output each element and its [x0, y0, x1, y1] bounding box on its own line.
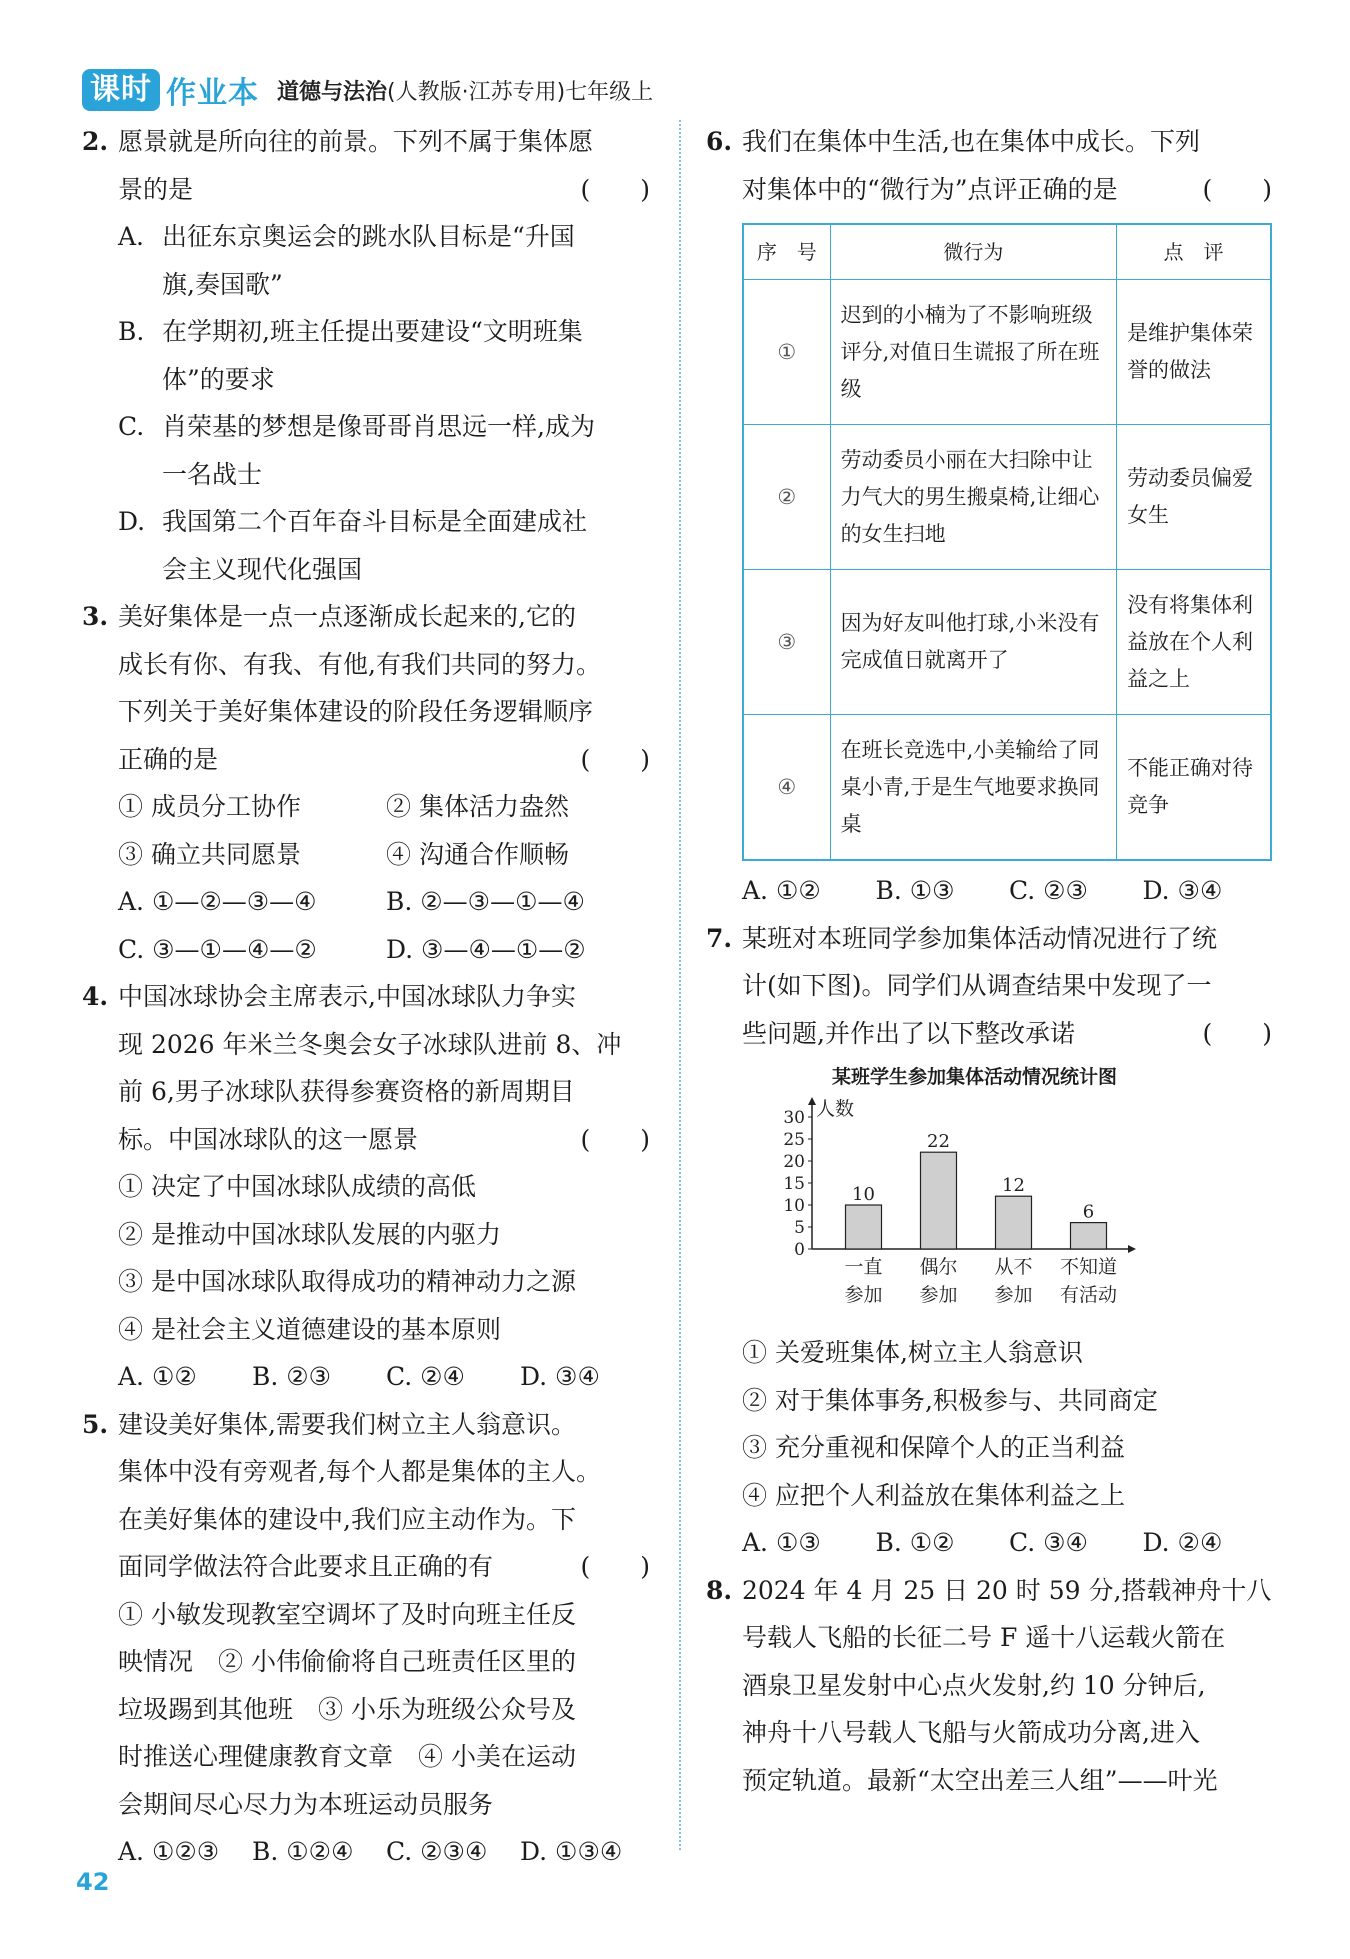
question-4: [82, 973, 654, 1401]
option-c: C. ③④: [1009, 1528, 1088, 1557]
item-4: ④ 沟通合作顺畅: [386, 839, 569, 869]
row-review: 是维护集体荣誉的做法: [1117, 280, 1271, 425]
scenario-line: 映情况 ② 小伟偷偷将自己班责任区里的: [118, 1647, 576, 1676]
item-3: ③ 是中国冰球队取得成功的精神动力之源: [118, 1267, 576, 1296]
option-b: B. ①②: [875, 1528, 955, 1557]
option-c-cont: 一名战士: [162, 459, 263, 489]
option-c: C. ②③④: [386, 1837, 488, 1866]
option-a-cont: 旗,奏国歌”: [162, 269, 283, 299]
option-d: 我国第二个百年奋斗目标是全面建成社: [162, 507, 588, 536]
option-c: C. ②④: [386, 1362, 465, 1391]
x-tick-label: 一直: [844, 1256, 883, 1278]
micro-behavior-table: [742, 223, 1272, 861]
option-b: B. ②③: [252, 1362, 332, 1391]
option-d: D. ①③④: [520, 1837, 623, 1866]
bar: [996, 1196, 1032, 1249]
x-tick-label: 参加: [919, 1284, 958, 1306]
row-review: 没有将集体利益放在个人利益之上: [1117, 570, 1271, 715]
scenario-line: ① 小敏发现教室空调坏了及时向班主任反: [118, 1599, 576, 1629]
question-stem: 对集体中的“微行为”点评正确的是: [742, 174, 1118, 204]
header-review: 点 评: [1117, 224, 1271, 280]
y-tick-label: 0: [794, 1240, 805, 1260]
page-header: [82, 68, 653, 112]
column-divider: [679, 120, 681, 1850]
option-d: D. ②④: [1142, 1528, 1223, 1557]
table-row: [743, 715, 1271, 861]
question-stem: 2024 年 4 月 25 日 20 时 59 分,搭载神舟十八: [742, 1575, 1272, 1605]
x-axis-arrow: [1128, 1245, 1136, 1253]
option-b: 在学期初,班主任提出要建设“文明班集: [162, 317, 583, 346]
activity-chart: [706, 1063, 1276, 1325]
row-no: ②: [743, 425, 830, 570]
item-1: ① 成员分工协作: [118, 792, 301, 821]
question-number: 7.: [706, 923, 733, 953]
question-3: [82, 593, 654, 973]
question-stem: 我们在集体中生活,也在集体中成长。下列: [742, 127, 1200, 156]
bar-value-label: 22: [927, 1131, 950, 1153]
question-number: 2.: [82, 127, 109, 156]
option-d: D. ③④: [1142, 876, 1223, 905]
scenario-line: 会期间尽心尽力为本班运动员服务: [118, 1789, 494, 1819]
table-header-row: [743, 224, 1271, 280]
answer-blank[interactable]: ( ): [1202, 1018, 1272, 1048]
question-stem: 中国冰球协会主席表示,中国冰球队力争实: [118, 982, 576, 1011]
option-c: C. ③—①—④—②: [118, 934, 317, 964]
y-axis-label: 人数: [816, 1098, 855, 1120]
row-behavior: 因为好友叫他打球,小米没有完成值日就离开了: [830, 570, 1116, 715]
item-4: ④ 是社会主义道德建设的基本原则: [118, 1314, 501, 1344]
answer-blank[interactable]: ( ): [580, 1552, 650, 1581]
y-axis-arrow: [808, 1097, 816, 1105]
y-tick-label: 30: [783, 1108, 805, 1128]
row-behavior: 劳动委员小丽在大扫除中让力气大的男生搬桌椅,让细心的女生扫地: [830, 425, 1116, 570]
item-4: ④ 应把个人利益放在集体利益之上: [742, 1480, 1125, 1510]
question-stem: 预定轨道。最新“太空出差三人组”——叶光: [742, 1765, 1218, 1795]
bar: [1071, 1223, 1107, 1249]
question-stem: 景的是: [118, 174, 194, 204]
option-a: 出征东京奥运会的跳水队目标是“升国: [162, 222, 575, 251]
logo-badge: 课时: [82, 69, 160, 111]
y-tick-label: 25: [783, 1130, 805, 1150]
bar-value-label: 6: [1082, 1201, 1095, 1223]
question-stem: 号载人飞船的长征二号 F 遥十八运载火箭在: [742, 1623, 1226, 1652]
question-6: [706, 118, 1276, 213]
question-number: 4.: [82, 982, 109, 1011]
question-stem: 下列关于美好集体建设的阶段任务逻辑顺序: [118, 697, 594, 726]
x-tick-label: 从不: [994, 1256, 1033, 1278]
option-c: C. ②③: [1009, 876, 1088, 905]
item-3: ③ 充分重视和保障个人的正当利益: [742, 1433, 1125, 1462]
question-stem: 集体中没有旁观者,每个人都是集体的主人。: [118, 1457, 601, 1486]
chart-title: 某班学生参加集体活动情况统计图: [832, 1066, 1118, 1088]
answer-blank[interactable]: ( ): [1202, 174, 1272, 204]
y-tick-label: 20: [783, 1152, 805, 1172]
bar-value-label: 12: [1002, 1175, 1025, 1197]
edition-label: (人教版·江苏专用)七年级上: [387, 79, 654, 105]
y-tick-label: 5: [794, 1218, 805, 1238]
y-tick-label: 10: [783, 1196, 805, 1216]
item-2: ② 集体活力盎然: [386, 792, 569, 821]
question-7: [706, 915, 1276, 1058]
x-tick-label: 偶尔: [919, 1256, 958, 1278]
option-a: A. ①②: [118, 1362, 197, 1391]
row-no: ③: [743, 570, 830, 715]
question-stem: 某班对本班同学参加集体活动情况进行了统: [742, 923, 1218, 953]
option-d: D. ③④: [520, 1362, 600, 1391]
question-stem: 现 2026 年米兰冬奥会女子冰球队进前 8、冲: [118, 1029, 622, 1059]
bar-chart-svg: [742, 1091, 1162, 1321]
question-stem: 神舟十八号载人飞船与火箭成功分离,进入: [742, 1718, 1200, 1747]
header-behavior: 微行为: [830, 224, 1116, 280]
table-row: [743, 425, 1271, 570]
question-stem: 在美好集体的建设中,我们应主动作为。下: [118, 1504, 576, 1534]
row-review: 不能正确对待竞争: [1117, 715, 1271, 861]
scenario-line: 时推送心理健康教育文章 ④ 小美在运动: [118, 1742, 576, 1771]
option-d-cont: 会主义现代化强国: [162, 554, 363, 584]
question-stem: 计(如下图)。同学们从调查结果中发现了一: [742, 971, 1212, 1000]
item-3: ③ 确立共同愿景: [118, 839, 301, 869]
bar: [921, 1152, 957, 1249]
option-a: A. ①②: [742, 876, 821, 905]
table-row: [743, 570, 1271, 715]
question-stem: 建设美好集体,需要我们树立主人翁意识。: [118, 1409, 576, 1439]
item-2: ② 对于集体事务,积极参与、共同商定: [742, 1385, 1158, 1415]
table-row: [743, 280, 1271, 425]
y-tick-label: 15: [783, 1174, 805, 1194]
item-1: ① 关爱班集体,树立主人翁意识: [742, 1338, 1083, 1367]
subject-title: 道德与法治: [277, 79, 388, 105]
option-a: A. ①—②—③—④: [118, 887, 317, 916]
option-c: 肖荣基的梦想是像哥哥肖思远一样,成为: [162, 412, 595, 441]
page-number: 42: [76, 1868, 110, 1896]
scenario-line: 垃圾踢到其他班 ③ 小乐为班级公众号及: [118, 1694, 576, 1724]
option-a: A. ①③: [742, 1528, 821, 1557]
option-b-cont: 体”的要求: [162, 364, 275, 394]
row-behavior: 迟到的小楠为了不影响班级评分,对值日生谎报了所在班级: [830, 280, 1116, 425]
bar-value-label: 10: [852, 1184, 875, 1205]
question-8: [706, 1567, 1276, 1805]
header-no: 序 号: [743, 224, 830, 280]
question-stem: 面同学做法符合此要求且正确的有: [118, 1552, 494, 1581]
question-stem: 成长有你、有我、有他,有我们共同的努力。: [118, 649, 601, 679]
row-no: ①: [743, 280, 830, 425]
option-b: B. ①③: [875, 876, 955, 905]
question-stem: 前 6,男子冰球队获得参赛资格的新周期目: [118, 1077, 575, 1106]
question-stem: 些问题,并作出了以下整改承诺: [742, 1018, 1075, 1048]
question-stem: 正确的是: [118, 744, 219, 774]
option-b: B. ①②④: [252, 1837, 354, 1866]
row-behavior: 在班长竞选中,小美输给了同桌小青,于是生气地要求换同桌: [830, 715, 1116, 861]
question-number: 8.: [706, 1575, 733, 1605]
question-number: 5.: [82, 1409, 109, 1439]
question-number: 6.: [706, 127, 733, 156]
x-tick-label: 有活动: [1059, 1284, 1118, 1306]
answer-blank[interactable]: ( ): [580, 744, 650, 774]
answer-blank[interactable]: ( ): [580, 1124, 650, 1154]
question-stem: 美好集体是一点一点逐渐成长起来的,它的: [118, 602, 576, 631]
question-stem: 标。中国冰球队的这一愿景: [118, 1124, 419, 1154]
question-5: [82, 1401, 654, 1876]
row-no: ④: [743, 715, 830, 861]
logo-text: 作业本: [166, 76, 259, 111]
row-review: 劳动委员偏爱女生: [1117, 425, 1271, 570]
x-tick-label: 参加: [994, 1284, 1033, 1306]
option-b: B. ②—③—①—④: [386, 887, 585, 916]
question-stem: 愿景就是所向往的前景。下列不属于集体愿: [118, 127, 594, 156]
question-number: 3.: [82, 602, 109, 631]
item-2: ② 是推动中国冰球队发展的内驱力: [118, 1219, 501, 1249]
item-1: ① 决定了中国冰球队成绩的高低: [118, 1172, 476, 1201]
x-tick-label: 不知道: [1059, 1256, 1118, 1278]
answer-blank[interactable]: ( ): [580, 174, 650, 204]
x-tick-label: 参加: [844, 1284, 883, 1306]
question-stem: 酒泉卫星发射中心点火发射,约 10 分钟后,: [742, 1670, 1206, 1700]
bar: [846, 1205, 882, 1249]
left-column: [82, 118, 654, 1876]
question-2: 2. 愿景就是所向往的前景。下列不属于集体愿 景的是 ( ) A. 出征东京奥运会的跳水队目标是“升国 旗,奏国歌” B. 在学期初,班主任提出要建设“文明班集 体”的要求 C. 肖荣基的梦想是像哥哥肖思远一样,成为 一名战士 D. 我国第二个百年奋斗目标是全面建成社 会主义现代化强国: [82, 118, 654, 593]
right-column: [706, 118, 1276, 1804]
option-a: A. ①②③: [118, 1837, 220, 1866]
option-d: D. ③—④—①—②: [386, 934, 586, 964]
